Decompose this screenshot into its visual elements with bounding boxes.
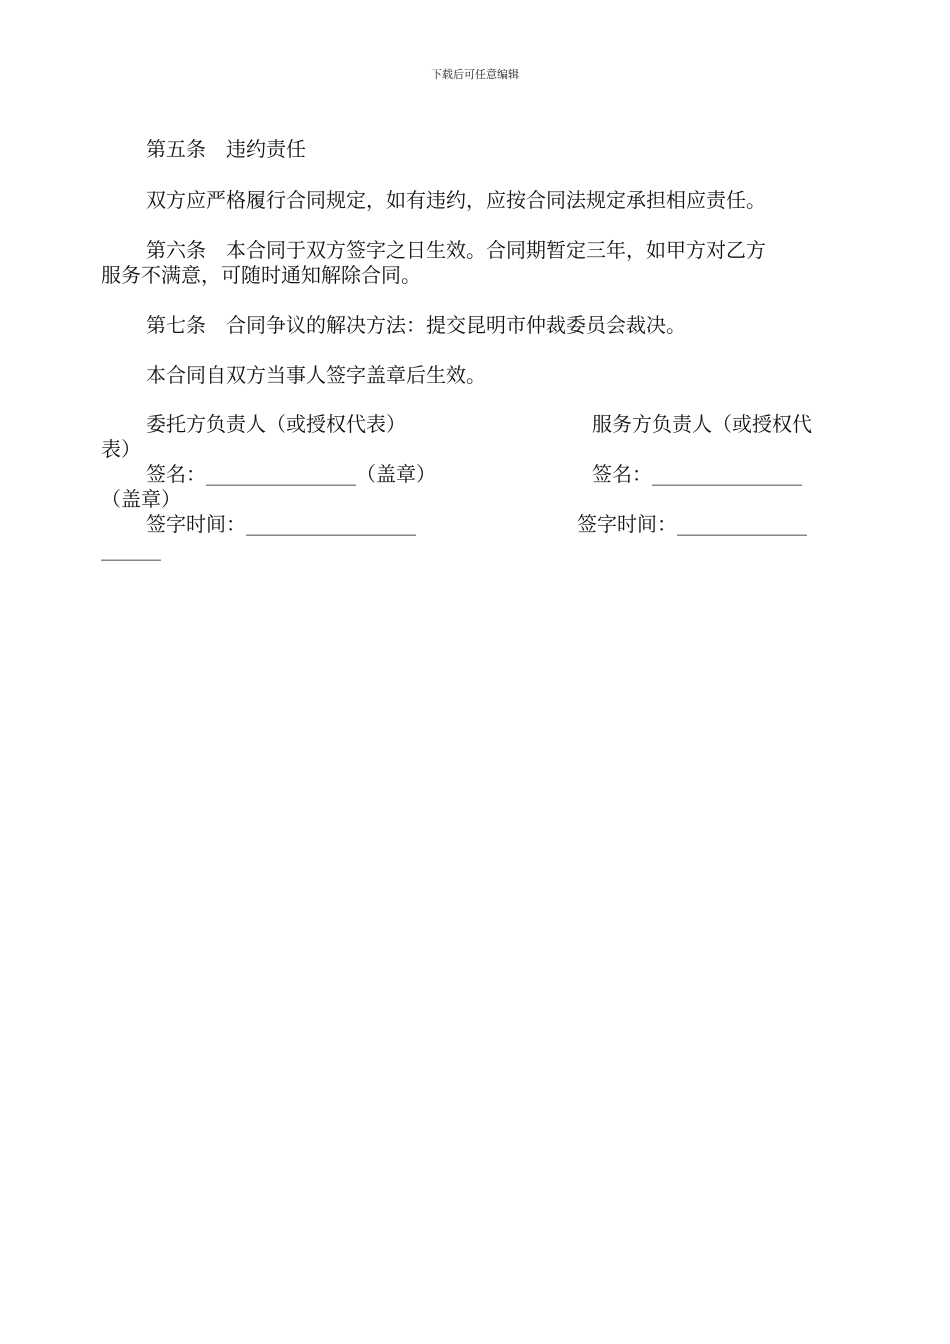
provider-representative-wrap: 表） — [101, 437, 141, 461]
header-note: 下载后可任意编辑 — [431, 68, 519, 81]
article5-body: 双方应严格履行合同规定，如有违约，应按合同法规定承担相应责任。 — [146, 188, 766, 212]
provider-sign-line: 签名：_______________ — [592, 462, 802, 486]
signature-block-row1 — [101, 411, 853, 437]
signature-block-row3 — [101, 511, 853, 537]
article6-line1: 第六条 本合同于双方签字之日生效。合同期暂定三年，如甲方对乙方 — [146, 238, 766, 262]
provider-sign-wrap: （盖章） — [101, 487, 181, 511]
provider-date-wrap: ______ — [101, 537, 161, 561]
signature-block-row2 — [101, 461, 853, 487]
article6-line2: 服务不满意，可随时通知解除合同。 — [101, 263, 421, 287]
article5-title: 第五条 违约责任 — [146, 137, 306, 161]
client-sign-line: 签名：_______________（盖章） — [146, 462, 436, 486]
effective-clause: 本合同自双方当事人签字盖章后生效。 — [146, 363, 486, 387]
client-date-line: 签字时间：_________________ — [146, 512, 416, 536]
provider-date-line: 签字时间：_____________ — [577, 512, 807, 536]
client-representative-label: 委托方负责人（或授权代表） — [146, 412, 406, 436]
provider-representative-label: 服务方负责人（或授权代 — [592, 412, 812, 436]
article7: 第七条 合同争议的解决方法：提交昆明市仲裁委员会裁决。 — [146, 313, 686, 337]
